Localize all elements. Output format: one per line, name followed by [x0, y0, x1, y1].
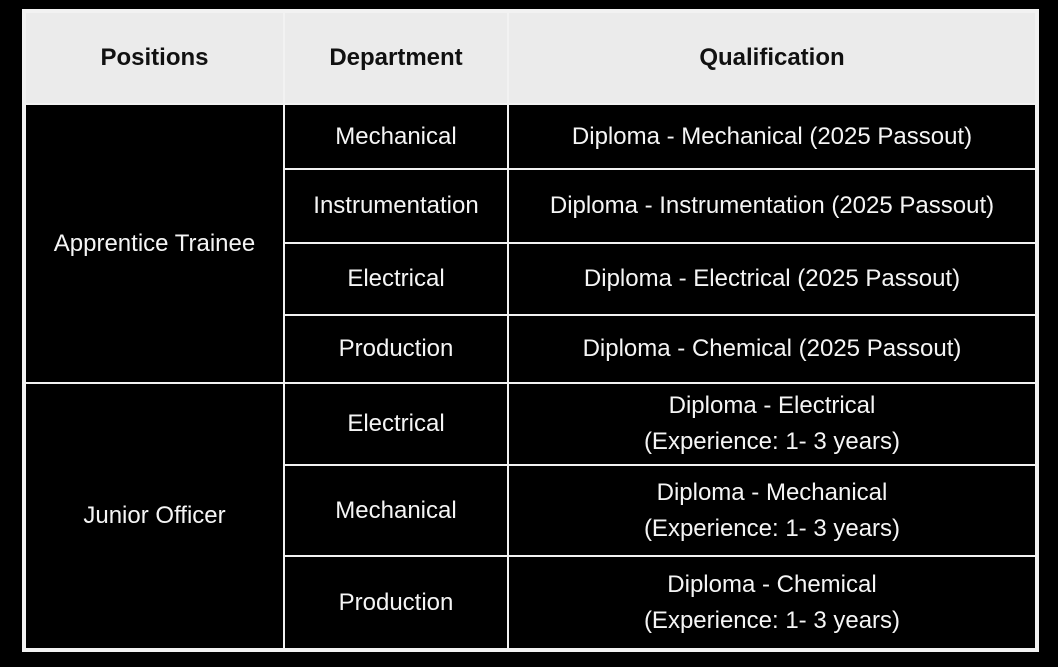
qualification-line: Diploma - Chemical (2025 Passout) — [582, 335, 962, 362]
department-cell: Electrical — [284, 243, 508, 315]
qualification-line: Diploma - Instrumentation (2025 Passout) — [549, 192, 995, 219]
qualification-cell — [508, 383, 1036, 465]
qualification-line: Diploma - Electrical (2025 Passout) — [583, 265, 961, 292]
header-department: Department — [284, 12, 508, 104]
positions-table-container — [22, 9, 1039, 652]
header-qualification: Qualification — [508, 12, 1036, 104]
qualification-line: Diploma - Mechanical — [656, 478, 888, 506]
department-cell: Mechanical — [284, 465, 508, 556]
position-cell: Junior Officer — [25, 383, 284, 649]
qualification-experience-line: (Experience: 1- 3 years) — [643, 606, 901, 634]
qualification-cell — [508, 465, 1036, 556]
department-cell: Production — [284, 556, 508, 649]
qualification-cell — [508, 315, 1036, 383]
qualification-experience-line: (Experience: 1- 3 years) — [643, 514, 901, 542]
qualification-line: Diploma - Chemical — [667, 570, 877, 598]
qualification-line: Diploma - Mechanical (2025 Passout) — [571, 122, 973, 150]
qualification-experience-line: (Experience: 1- 3 years) — [643, 428, 901, 455]
header-positions: Positions — [25, 12, 284, 104]
qualification-line: Diploma - Electrical — [668, 392, 876, 419]
department-cell: Electrical — [284, 383, 508, 465]
table-row — [25, 104, 1036, 169]
qualification-cell — [508, 243, 1036, 315]
qualification-cell — [508, 556, 1036, 649]
table-row — [25, 383, 1036, 465]
positions-table — [24, 11, 1037, 650]
qualification-cell — [508, 104, 1036, 169]
header-row — [25, 12, 1036, 104]
department-cell: Production — [284, 315, 508, 383]
position-cell: Apprentice Trainee — [25, 104, 284, 383]
department-cell: Instrumentation — [284, 169, 508, 243]
qualification-cell — [508, 169, 1036, 243]
department-cell: Mechanical — [284, 104, 508, 169]
